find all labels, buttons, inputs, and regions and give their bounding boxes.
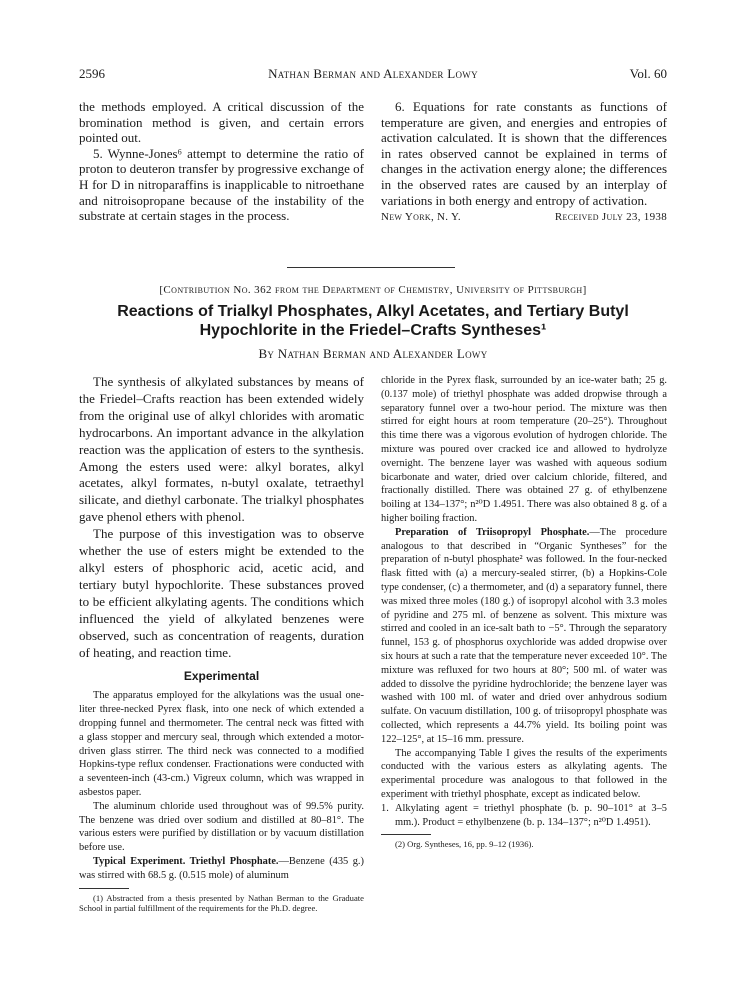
- footnote-rule: [79, 888, 129, 889]
- footnote: (1) Abstracted from a thesis presented by Nathan Berman to the Graduate School in partial fulfillment of the requirements for the Ph.D. degree.: [79, 892, 364, 914]
- running-head: [79, 66, 667, 84]
- section-heading: Experimental: [183, 669, 260, 684]
- section-divider: [287, 267, 455, 268]
- footnote-rule: [381, 834, 431, 835]
- experimental-paragraph: [381, 526, 667, 747]
- byline: By Nathan Berman and Alexander Lowy: [258, 346, 488, 361]
- experimental-paragraph: The aluminum chloride used throughout was of 99.5% purity. The benzene was dried over sodium and distilled at 80–81°. The various esters were purified by distillation or by vacuum distillation before use.: [79, 800, 364, 854]
- intro-paragraph: The synthesis of alkylated substances by means of the Friedel–Crafts reaction has been extended widely from the original use of alkyl chlorides with aromatic hydrocarbons. An important advance in the alkylation reaction was the application of esters to the synthesis. Among the esters used were: alkyl borates, alkyl acetates, alkyl formates, n-butyl oxalate, tetraethyl silicate, and diethyl carbonate. The trialkyl phosphates gave phenol ethers with phenol.: [79, 374, 364, 525]
- received-date: Received July 23, 1938: [554, 211, 667, 224]
- paragraph-lead: Preparation of Triisopropyl Phosphate.: [395, 526, 590, 538]
- previous-article-left-column: [79, 99, 364, 224]
- list-item: [381, 802, 667, 830]
- footnote: (2) Org. Syntheses, 16, pp. 9–12 (1936).: [395, 839, 534, 850]
- page-number: 2596: [79, 66, 105, 81]
- place: New York, N. Y.: [381, 211, 461, 224]
- experimental-paragraph: chloride in the Pyrex flask, surrounded by an ice-water bath; 25 g. (0.137 mole) of triethyl phosphate was added dropwise through a separatory funnel over a two-hour period. The mixture was then stirred for eight hours at room temperature (20–25°). Throughout this time there was a vigorous evolution of hydrogen chloride. The mixture was poured over cracked ice and allowed to hydrolyze overnight. The benzene layer was washed with aqueous sodium bicarbonate and water, dried over calcium chloride, filtered, and fractionally distilled. There was obtained 27 g. of ethylbenzene boiling at 134–137°; n²⁰D 1.4951. There was also obtained 8 g. of a higher boiling fraction.: [381, 375, 667, 524]
- intro-paragraph: The purpose of this investigation was to observe whether the use of esters might be extended to the alkyl esters of phosphoric acid, acetic acid, and tertiary butyl hypochlorite. These substances proved to be efficient alkylating agents. The conditions which influenced the yield of alkylated benzenes were observed, such as concentration of reagents, duration of heating, and reaction time.: [79, 526, 364, 660]
- right-column: [381, 374, 667, 850]
- volume-number: Vol. 60: [629, 66, 667, 81]
- article-title: Reactions of Trialkyl Phosphates, Alkyl Acetates, and Tertiary Butyl Hypochlorite in the Friedel–Crafts Syntheses¹: [117, 303, 629, 339]
- experimental-paragraph: The apparatus employed for the alkylations was the usual one-liter three-necked Pyrex flask, into one neck of which extended a dropping funnel and thermometer. The central neck was fitted with a glass stopper and mercury seal, through which extended a motor-driven glass stirrer. The third neck was connected to a modified Hopkins-type reflux condenser. Fractionations were conducted with a seventeen-inch (43-cm.) Vigreux column, which was wrapped in asbestos paper.: [79, 690, 364, 798]
- previous-article-paragraph: 6. Equations for rate constants as functions of temperature are given, and energies and entropies of activation calculated. It is shown that the differences in rates observed cannot be explained in terms of changes in the activation energy alone; the differences in the observed rates are caused by an interplay of variations in both energy and entropy of activation.: [381, 99, 667, 208]
- experimental-paragraph: [79, 855, 364, 883]
- previous-article-right-column: [381, 99, 667, 226]
- running-head-authors: Nathan Berman and Alexander Lowy: [268, 66, 478, 81]
- list-text: Alkylating agent = triethyl phosphate (b. p. 90–101° at 3–5 mm.). Product = ethylbenzene (b. p. 134–137°; n²⁰D 1.4951).: [395, 802, 667, 828]
- received-line: [381, 210, 667, 226]
- paragraph-text: —The procedure analogous to that described in “Organic Syntheses” for the preparation of n-butyl phosphate² was followed. In the four-necked flask fitted with (a) a mercury-sealed stirrer, (b) a Hopkins-Cole type condenser, (c) a thermometer, and (d) a separatory funnel, there was mixed three moles (180 g.) of isopropyl alcohol with 3.3 moles of pyridine and 275 ml. of benzene as solvent. This mixture was stirred and cooled in an ice-salt bath to −5°. Through the separatory funnel, 153 g. of phosphorus oxychloride was added dropwise over six hours at such a rate that the temperature never exceeded 10°. The mixture was refluxed for two hours at 80°; 500 ml. of water was added to dissolve the pyridine hydrochloride; the benzene layer was washed with 100 ml. of water and dried over anhydrous sodium sulfate. On vacuum distillation, 100 g. of triisopropyl phosphate was collected, which represents a 44.7% yield. Its boiling point was 122–125°, at 15–16 mm. pressure.: [381, 526, 668, 745]
- list-number: 1.: [381, 802, 389, 814]
- previous-article-paragraph: 5. Wynne-Jones⁶ attempt to determine the ratio of proton to deuteron transfer by progressive exchange of H for D in nitroparaffins is inapplicable to nitroethane and nitroisopropane because of the instability of the substrate at certain stages in the process.: [79, 145, 364, 224]
- paragraph-lead: Typical Experiment. Triethyl Phosphate.: [93, 855, 279, 867]
- left-column: [79, 374, 364, 914]
- contribution-line: [Contribution No. 362 from the Department of Chemistry, University of Pittsburgh]: [159, 284, 587, 296]
- previous-article-paragraph: the methods employed. A critical discussion of the bromination method is given, and certain errors pointed out.: [79, 99, 364, 146]
- paragraph-text: —Benzene (435 g.) was stirred with 68.5 g. (0.515 mole) of aluminum: [79, 855, 364, 881]
- experimental-paragraph: The accompanying Table I gives the results of the experiments conducted with the various esters as alkylating agents. The experimental procedure was analogous to that followed in the experiment with triethyl phosphate, except as indicated below.: [381, 747, 667, 800]
